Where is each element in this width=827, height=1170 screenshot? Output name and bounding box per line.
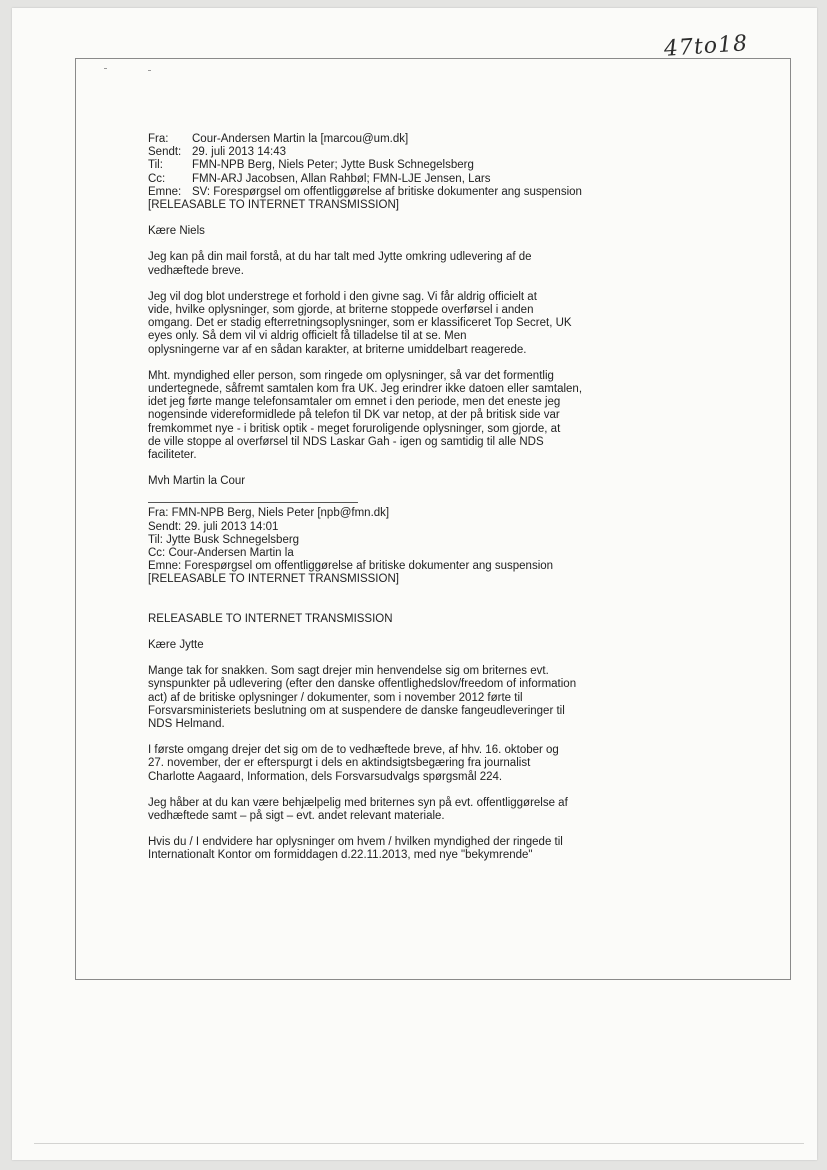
from-label: Fra:	[148, 133, 169, 145]
cc-label: Cc:	[148, 172, 166, 185]
from-value: Cour-Andersen Martin la [marcou@um.dk]	[192, 133, 409, 145]
subject-continuation: [RELEASABLE TO INTERNET TRANSMISSION]	[148, 199, 399, 212]
to-label: Til:	[148, 159, 163, 172]
cc-value: FMN-ARJ Jacobsen, Allan Rahbøl; FMN-LJE Jensen, Lars	[192, 172, 491, 185]
separator-line	[148, 502, 358, 503]
fwd-greeting: Kære Jytte	[148, 638, 204, 651]
email-document	[148, 133, 608, 863]
paragraph	[148, 251, 608, 277]
text-line: synspunkter på udlevering (efter den danske offentlighedslov/freedom of information	[148, 678, 577, 691]
paragraph	[148, 665, 608, 731]
signature: Mvh Martin la Cour	[148, 475, 246, 488]
text-line: fremkommet nye - i britisk optik - meget foruroligende oplysninger, som gjorde, at	[148, 422, 561, 435]
scan-speck	[148, 70, 151, 71]
paragraph	[148, 797, 608, 823]
text-line: Mht. myndighed eller person, som ringede om oplysninger, så var det formentlig	[148, 369, 554, 382]
subject-value: SV: Forespørgsel om offentliggørelse af britiske dokumenter ang suspension	[192, 185, 582, 198]
paragraph	[148, 836, 608, 862]
text-line: Hvis du / I endvidere har oplysninger om hvem / hvilken myndighed der ringede til	[148, 836, 563, 849]
paragraph	[148, 744, 608, 784]
text-line: NDS Helmand.	[148, 717, 225, 730]
email-header	[148, 133, 608, 212]
text-line: 27. november, der er efterspurgt i dels en aktindsigtsbegæring fra journalist	[148, 757, 531, 770]
greeting: Kære Niels	[148, 225, 205, 238]
text-line: I første omgang drejer det sig om de to vedhæftede breve, af hhv. 16. oktober og	[148, 744, 559, 757]
text-line: vedhæftede samt – på sigt – evt. andet relevant materiale.	[148, 809, 445, 822]
fwd-from: Fra: FMN-NPB Berg, Niels Peter [npb@fmn.dk]	[148, 507, 390, 520]
forwarded-header	[148, 507, 608, 586]
fwd-to: Til: Jytte Busk Schnegelsberg	[148, 533, 300, 546]
text-line: de ville stoppe al overførsel til NDS Laskar Gah - igen og samtidig til alle NDS	[148, 435, 544, 448]
page-edge-line	[34, 1143, 804, 1144]
fwd-cc: Cc: Cour-Andersen Martin la	[148, 547, 294, 560]
scan-speck	[104, 68, 107, 69]
text-line: nogensinde videreformidlede på telefon til DK var netop, at der på britisk side var	[148, 409, 560, 422]
paragraph	[148, 291, 608, 357]
fwd-subject-continuation: [RELEASABLE TO INTERNET TRANSMISSION]	[148, 573, 399, 586]
subject-label: Emne:	[148, 185, 182, 198]
text-line: vedhæftede breve.	[148, 264, 244, 277]
text-line: idet jeg førte mange telefonsamtaler om emnet i den periode, men det eneste jeg	[148, 396, 561, 409]
fwd-sent: Sendt: 29. juli 2013 14:01	[148, 520, 279, 533]
text-line: Jeg vil dog blot understrege et forhold i den givne sag. Vi får aldrig officielt at	[148, 290, 537, 303]
text-line: vide, hvilke oplysninger, som gjorde, at briterne stoppede overførsel i anden	[148, 304, 534, 317]
text-line: eyes only. Så dem vil vi aldrig officielt få tilladelse til at se. Men	[148, 330, 467, 343]
fwd-subject: Emne: Forespørgsel om offentliggørelse af britiske dokumenter ang suspension	[148, 560, 554, 573]
text-line: faciliteter.	[148, 449, 197, 462]
text-line: oplysningerne var af en sådan karakter, at briterne umiddelbart reagerede.	[148, 343, 527, 356]
text-line: Jeg håber at du kan være behjælpelig med briternes syn på evt. offentliggørelse af	[148, 796, 568, 809]
sent-label: Sendt:	[148, 146, 182, 159]
text-line: act) af de britiske oplysninger / dokumenter, som i november 2012 førte til	[148, 691, 523, 704]
handwritten-page-number: 47to18	[663, 31, 749, 62]
paragraph	[148, 370, 608, 462]
sent-value: 29. juli 2013 14:43	[192, 146, 286, 159]
text-line: Mange tak for snakken. Som sagt drejer min henvendelse sig om briternes evt.	[148, 665, 549, 678]
text-line: Internationalt Kontor om formiddagen d.22.11.2013, med nye "bekymrende"	[148, 849, 533, 862]
to-value: FMN-NPB Berg, Niels Peter; Jytte Busk Schnegelsberg	[192, 159, 474, 172]
text-line: omgang. Det er stadig efterretningsoplysninger, som er klassificeret Top Secret, UK	[148, 317, 572, 330]
text-line: Jeg kan på din mail forstå, at du har talt med Jytte omkring udlevering af de	[148, 251, 532, 264]
text-line: undertegnede, såfremt samtalen kom fra UK. Jeg erindrer ikke datoen eller samtalen,	[148, 383, 583, 396]
classification-marking: RELEASABLE TO INTERNET TRANSMISSION	[148, 612, 393, 625]
text-line: Forsvarsministeriets beslutning om at suspendere de danske fangeudleveringer til	[148, 704, 565, 717]
text-line: Charlotte Aagaard, Information, dels Forsvarsudvalgs spørgsmål 224.	[148, 770, 503, 783]
